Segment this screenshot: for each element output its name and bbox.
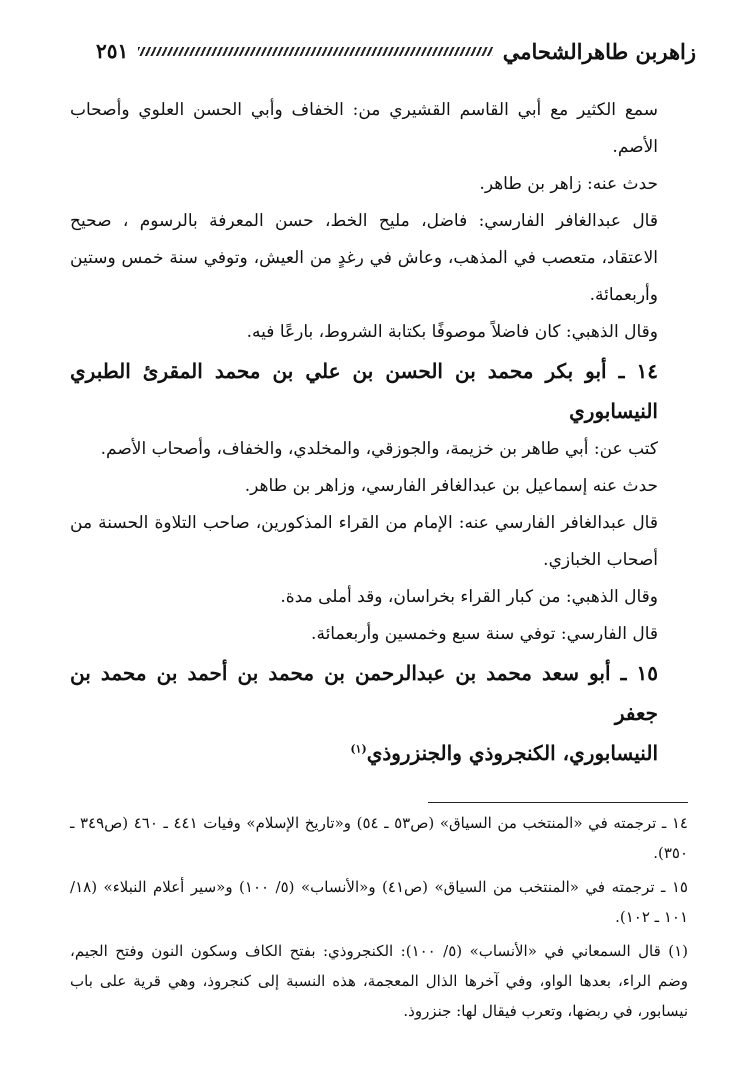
footnote-15: ١٥ ـ ترجمته في «المنتخب من السياق» (ص٤١) و«الأنساب» (٥/ ١٠٠) و«سير أعلام النبلاء» (١٨/ ١٠١ ـ ١٠٢). <box>70 878 688 926</box>
footnote-separator <box>428 802 688 803</box>
footnote-14: ١٤ ـ ترجمته في «المنتخب من السياق» (ص٥٣ ـ ٥٤) و«تاريخ الإسلام» وفيات ٤٤١ ـ ٤٦٠ (ص٣٤٩ ـ ٣٥٠). <box>70 814 688 862</box>
entry-15-title-line1: ١٥ ـ أبو سعد محمد بن عبدالرحمن بن محمد بن أحمد بن محمد بن جعفر <box>70 661 658 725</box>
paragraph-dhahabi-quote-2: وقال الذهبي: من كبار القراء بخراسان، وقد أملى مدة. <box>280 587 658 607</box>
entry-15-title <box>70 653 688 773</box>
main-text <box>70 92 688 773</box>
paragraph-death-year: قال الفارسي: توفي سنة سبع وخمسين وأربعمائة. <box>311 624 658 644</box>
paragraph-narrated-by-2: حدث عنه إسماعيل بن عبدالغافر الفارسي، وزاهر بن طاهر. <box>244 476 658 496</box>
paragraph-farisi-quote: قال عبدالغافر الفارسي: فاضل، مليح الخط، حسن المعرفة بالرسوم ، صحيح الاعتقاد، متعصب في المذهب، وعاش في رغدٍ من العيش، وتوفي سنة خمس وستين وأربعمائة. <box>70 211 658 305</box>
header-decorative-rule <box>138 47 493 56</box>
paragraph-farisi-quote-2: قال عبدالغافر الفارسي عنه: الإمام من القراء المذكورين، صاحب التلاوة الحسنة من أصحاب الخبازي. <box>70 513 658 570</box>
paragraph-heard-from: سمع الكثير مع أبي القاسم القشيري من: الخفاف وأبي الحسن العلوي وأصحاب الأصم. <box>70 100 658 157</box>
footnote-reference: (١) <box>350 742 367 756</box>
footnote-1: (١) قال السمعاني في «الأنساب» (٥/ ١٠٠): الكنجروذي: بفتح الكاف وسكون النون وفتح الجيم، وضم الراء، بعدها الواو، وفي آخرها الذال المعجمة، هذه النسبة إلى كنجروذ، وهي قرية على باب نيسابور، في ربضها، وتعرب فيقال لها: جنزروذ. <box>70 942 688 1020</box>
running-title: زاهربن طاهرالشحامي <box>502 38 696 64</box>
paragraph-dhahabi-quote: وقال الذهبي: كان فاضلاً موصوفًا بكتابة الشروط، بارعًا فيه. <box>246 322 658 342</box>
page-number: ٢٥١ <box>96 39 129 63</box>
footnotes <box>70 808 688 1030</box>
paragraph-wrote-from: كتب عن: أبي طاهر بن خزيمة، والجوزقي، والمخلدي، والخفاف، وأصحاب الأصم. <box>100 439 658 459</box>
entry-14-title: ١٤ ـ أبو بكر محمد بن الحسن بن علي بن محمد المقرئ الطبري النيسابوري <box>70 359 658 423</box>
entry-15-title-line2: النيسابوري، الكنجروذي والجنزروذي <box>366 741 658 765</box>
paragraph-narrated-by: حدث عنه: زاهر بن طاهر. <box>479 174 658 194</box>
page-header <box>90 34 696 68</box>
